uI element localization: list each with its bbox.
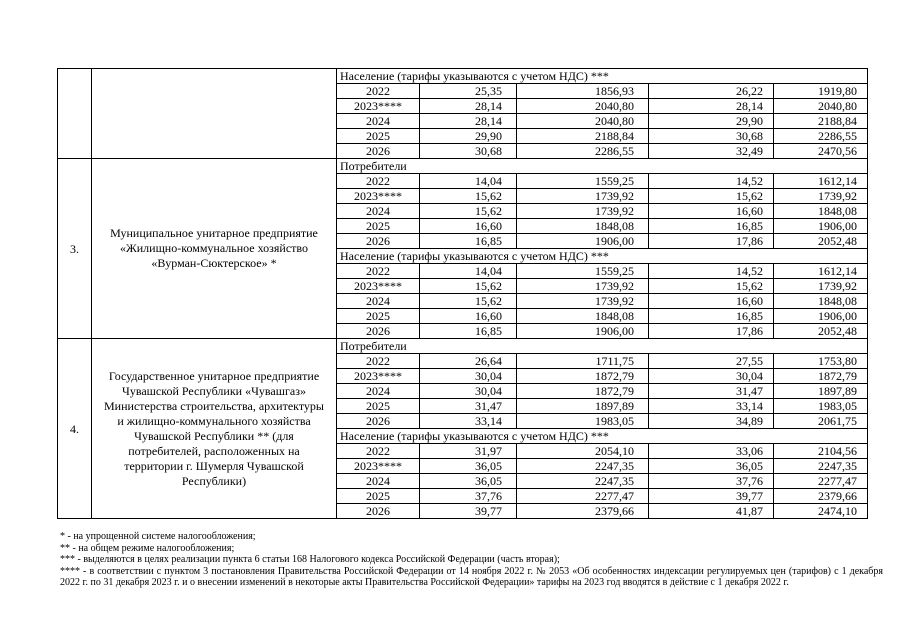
tariff-cell: 37,76: [649, 474, 774, 489]
tariff-cell: 34,89: [649, 414, 774, 429]
tariff-cell: 2277,47: [517, 489, 649, 504]
year-cell: 2025: [337, 129, 420, 144]
tariff-cell: 2052,48: [774, 234, 868, 249]
tariff-cell: 1848,08: [517, 309, 649, 324]
tariff-cell: 14,04: [420, 174, 517, 189]
tariff-cell: 1919,80: [774, 84, 868, 99]
tariff-cell: 16,60: [420, 309, 517, 324]
tariff-cell: 1753,80: [774, 354, 868, 369]
group-header-row: [58, 339, 868, 354]
row-number-cell: [58, 69, 92, 159]
year-cell: 2025: [337, 219, 420, 234]
tariff-cell: 1848,08: [774, 204, 868, 219]
group-header: Потребители: [337, 159, 868, 174]
tariff-cell: 36,05: [420, 474, 517, 489]
organization-name: Муниципальное унитарное предприятие «Жилищно-коммунальное хозяйство «Вурман-Сюктерское» *: [92, 159, 337, 339]
tariff-cell: 31,97: [420, 444, 517, 459]
year-cell: 2026: [337, 504, 420, 519]
tariff-cell: 15,62: [420, 204, 517, 219]
tariff-cell: 26,64: [420, 354, 517, 369]
tariff-cell: 31,47: [649, 384, 774, 399]
group-header: Население (тарифы указываются с учетом НДС) ***: [337, 69, 868, 84]
year-cell: 2026: [337, 414, 420, 429]
tariff-cell: 25,35: [420, 84, 517, 99]
tariff-cell: 15,62: [420, 294, 517, 309]
tariff-cell: 2052,48: [774, 324, 868, 339]
footnote-4: **** - в соответствии с пунктом 3 постановления Правительства Российской Федерации от 14 ноября 2022 г. № 2053 «Об особенностях индексации регулируемых цен (тарифов) с 1 декабря 2022 г. по 31 декабря 2023 г. и о внесении изменений в некоторые акты Правительства Российской Федерации» тарифы на 2023 год вводятся в действие с 1 декабря 2022 г.: [60, 565, 883, 589]
year-cell: 2025: [337, 489, 420, 504]
tariff-cell: 16,85: [649, 219, 774, 234]
footnote-1: * - на упрощенной системе налогообложения;: [60, 531, 256, 542]
organization-cell: [92, 69, 337, 159]
tariff-cell: 1739,92: [517, 204, 649, 219]
tariff-cell: 2104,56: [774, 444, 868, 459]
tariff-cell: 14,52: [649, 264, 774, 279]
tariff-cell: 1897,89: [774, 384, 868, 399]
tariff-cell: 1559,25: [517, 264, 649, 279]
footnote-2: ** - на общем режиме налогообложения;: [60, 542, 235, 554]
tariff-cell: 2470,56: [774, 144, 868, 159]
year-cell: 2023****: [337, 459, 420, 474]
year-cell: 2024: [337, 114, 420, 129]
tariff-cell: 16,85: [649, 309, 774, 324]
tariff-cell: 28,14: [420, 99, 517, 114]
tariff-cell: 36,05: [649, 459, 774, 474]
year-cell: 2026: [337, 144, 420, 159]
tariff-cell: 1856,93: [517, 84, 649, 99]
year-cell: 2024: [337, 474, 420, 489]
tariff-cell: 1983,05: [517, 414, 649, 429]
tariff-cell: 16,85: [420, 234, 517, 249]
tariff-cell: 30,04: [420, 384, 517, 399]
tariff-cell: 15,62: [420, 279, 517, 294]
tariff-cell: 15,62: [649, 279, 774, 294]
tariff-cell: 2474,10: [774, 504, 868, 519]
tariff-cell: 2277,47: [774, 474, 868, 489]
tariff-cell: 2040,80: [774, 99, 868, 114]
tariff-cell: 1612,14: [774, 174, 868, 189]
tariff-cell: 30,04: [420, 369, 517, 384]
tariff-cell: 2188,84: [517, 129, 649, 144]
tariff-cell: 29,90: [649, 114, 774, 129]
tariff-cell: 1739,92: [774, 189, 868, 204]
tariff-cell: 16,60: [649, 294, 774, 309]
tariff-cell: 2054,10: [517, 444, 649, 459]
tariff-cell: 39,77: [649, 489, 774, 504]
group-header: Население (тарифы указываются с учетом НДС) ***: [337, 429, 868, 444]
tariff-table: [57, 68, 868, 519]
tariff-cell: 1559,25: [517, 174, 649, 189]
year-cell: 2025: [337, 309, 420, 324]
tariff-cell: 2040,80: [517, 99, 649, 114]
tariff-cell: 26,22: [649, 84, 774, 99]
row-number-cell: 3.: [58, 159, 92, 339]
tariff-cell: 1872,79: [774, 369, 868, 384]
tariff-cell: 15,62: [420, 189, 517, 204]
tariff-cell: 2379,66: [774, 489, 868, 504]
tariff-cell: 2188,84: [774, 114, 868, 129]
tariff-cell: 31,47: [420, 399, 517, 414]
footnotes: [60, 531, 883, 589]
tariff-cell: 1739,92: [517, 294, 649, 309]
organization-name: Государственное унитарное предприятие Чувашской Республики «Чувашгаз» Министерства строительства, архитектуры и жилищно-коммунального хозяйства Чувашской Республики ** (для потребителей, расположенных на территории г. Шумерля Чувашской Республики): [92, 339, 337, 519]
tariff-cell: 36,05: [420, 459, 517, 474]
tariff-cell: 2247,35: [774, 459, 868, 474]
tariff-cell: 41,87: [649, 504, 774, 519]
tariff-cell: 39,77: [420, 504, 517, 519]
tariff-cell: 1872,79: [517, 384, 649, 399]
year-cell: 2022: [337, 444, 420, 459]
tariff-cell: 28,14: [649, 99, 774, 114]
tariff-cell: 30,68: [649, 129, 774, 144]
tariff-cell: 1848,08: [517, 219, 649, 234]
tariff-cell: 1906,00: [517, 324, 649, 339]
year-cell: 2023****: [337, 189, 420, 204]
tariff-cell: 30,68: [420, 144, 517, 159]
tariff-cell: 1897,89: [517, 399, 649, 414]
tariff-cell: 1848,08: [774, 294, 868, 309]
tariff-cell: 37,76: [420, 489, 517, 504]
year-cell: 2025: [337, 399, 420, 414]
group-header-row: [58, 69, 868, 84]
tariff-cell: 2040,80: [517, 114, 649, 129]
year-cell: 2023****: [337, 369, 420, 384]
tariff-cell: 14,52: [649, 174, 774, 189]
tariff-cell: 2247,35: [517, 459, 649, 474]
tariff-cell: 1906,00: [774, 219, 868, 234]
tariff-cell: 30,04: [649, 369, 774, 384]
row-number-cell: 4.: [58, 339, 92, 519]
tariff-cell: 16,85: [420, 324, 517, 339]
tariff-cell: 16,60: [649, 204, 774, 219]
tariff-cell: 2286,55: [774, 129, 868, 144]
tariff-cell: 33,14: [420, 414, 517, 429]
tariff-cell: 17,86: [649, 324, 774, 339]
tariff-cell: 1906,00: [774, 309, 868, 324]
tariff-cell: 28,14: [420, 114, 517, 129]
year-cell: 2022: [337, 264, 420, 279]
year-cell: 2023****: [337, 279, 420, 294]
tariff-cell: 17,86: [649, 234, 774, 249]
tariff-cell: 2379,66: [517, 504, 649, 519]
tariff-cell: 1872,79: [517, 369, 649, 384]
tariff-cell: 1906,00: [517, 234, 649, 249]
year-cell: 2022: [337, 174, 420, 189]
tariff-cell: 32,49: [649, 144, 774, 159]
group-header: Потребители: [337, 339, 868, 354]
group-header: Население (тарифы указываются с учетом НДС) ***: [337, 249, 868, 264]
tariff-cell: 1739,92: [517, 279, 649, 294]
tariff-cell: 15,62: [649, 189, 774, 204]
year-cell: 2022: [337, 84, 420, 99]
tariff-table-body: [58, 69, 868, 519]
year-cell: 2023****: [337, 99, 420, 114]
tariff-cell: 27,55: [649, 354, 774, 369]
year-cell: 2026: [337, 234, 420, 249]
tariff-cell: 1739,92: [774, 279, 868, 294]
tariff-cell: 14,04: [420, 264, 517, 279]
tariff-cell: 1612,14: [774, 264, 868, 279]
tariff-cell: 29,90: [420, 129, 517, 144]
tariff-cell: 2247,35: [517, 474, 649, 489]
year-cell: 2024: [337, 294, 420, 309]
year-cell: 2022: [337, 354, 420, 369]
tariff-cell: 2061,75: [774, 414, 868, 429]
tariff-cell: 16,60: [420, 219, 517, 234]
year-cell: 2026: [337, 324, 420, 339]
tariff-cell: 1739,92: [517, 189, 649, 204]
tariff-cell: 1983,05: [774, 399, 868, 414]
tariff-cell: 1711,75: [517, 354, 649, 369]
year-cell: 2024: [337, 204, 420, 219]
group-header-row: [58, 159, 868, 174]
footnote-3: *** - выделяются в целях реализации пункта 6 статьи 168 Налогового кодекса Российской Федерации (часть вторая);: [60, 554, 560, 566]
tariff-cell: 2286,55: [517, 144, 649, 159]
year-cell: 2024: [337, 384, 420, 399]
tariff-cell: 33,14: [649, 399, 774, 414]
tariff-cell: 33,06: [649, 444, 774, 459]
